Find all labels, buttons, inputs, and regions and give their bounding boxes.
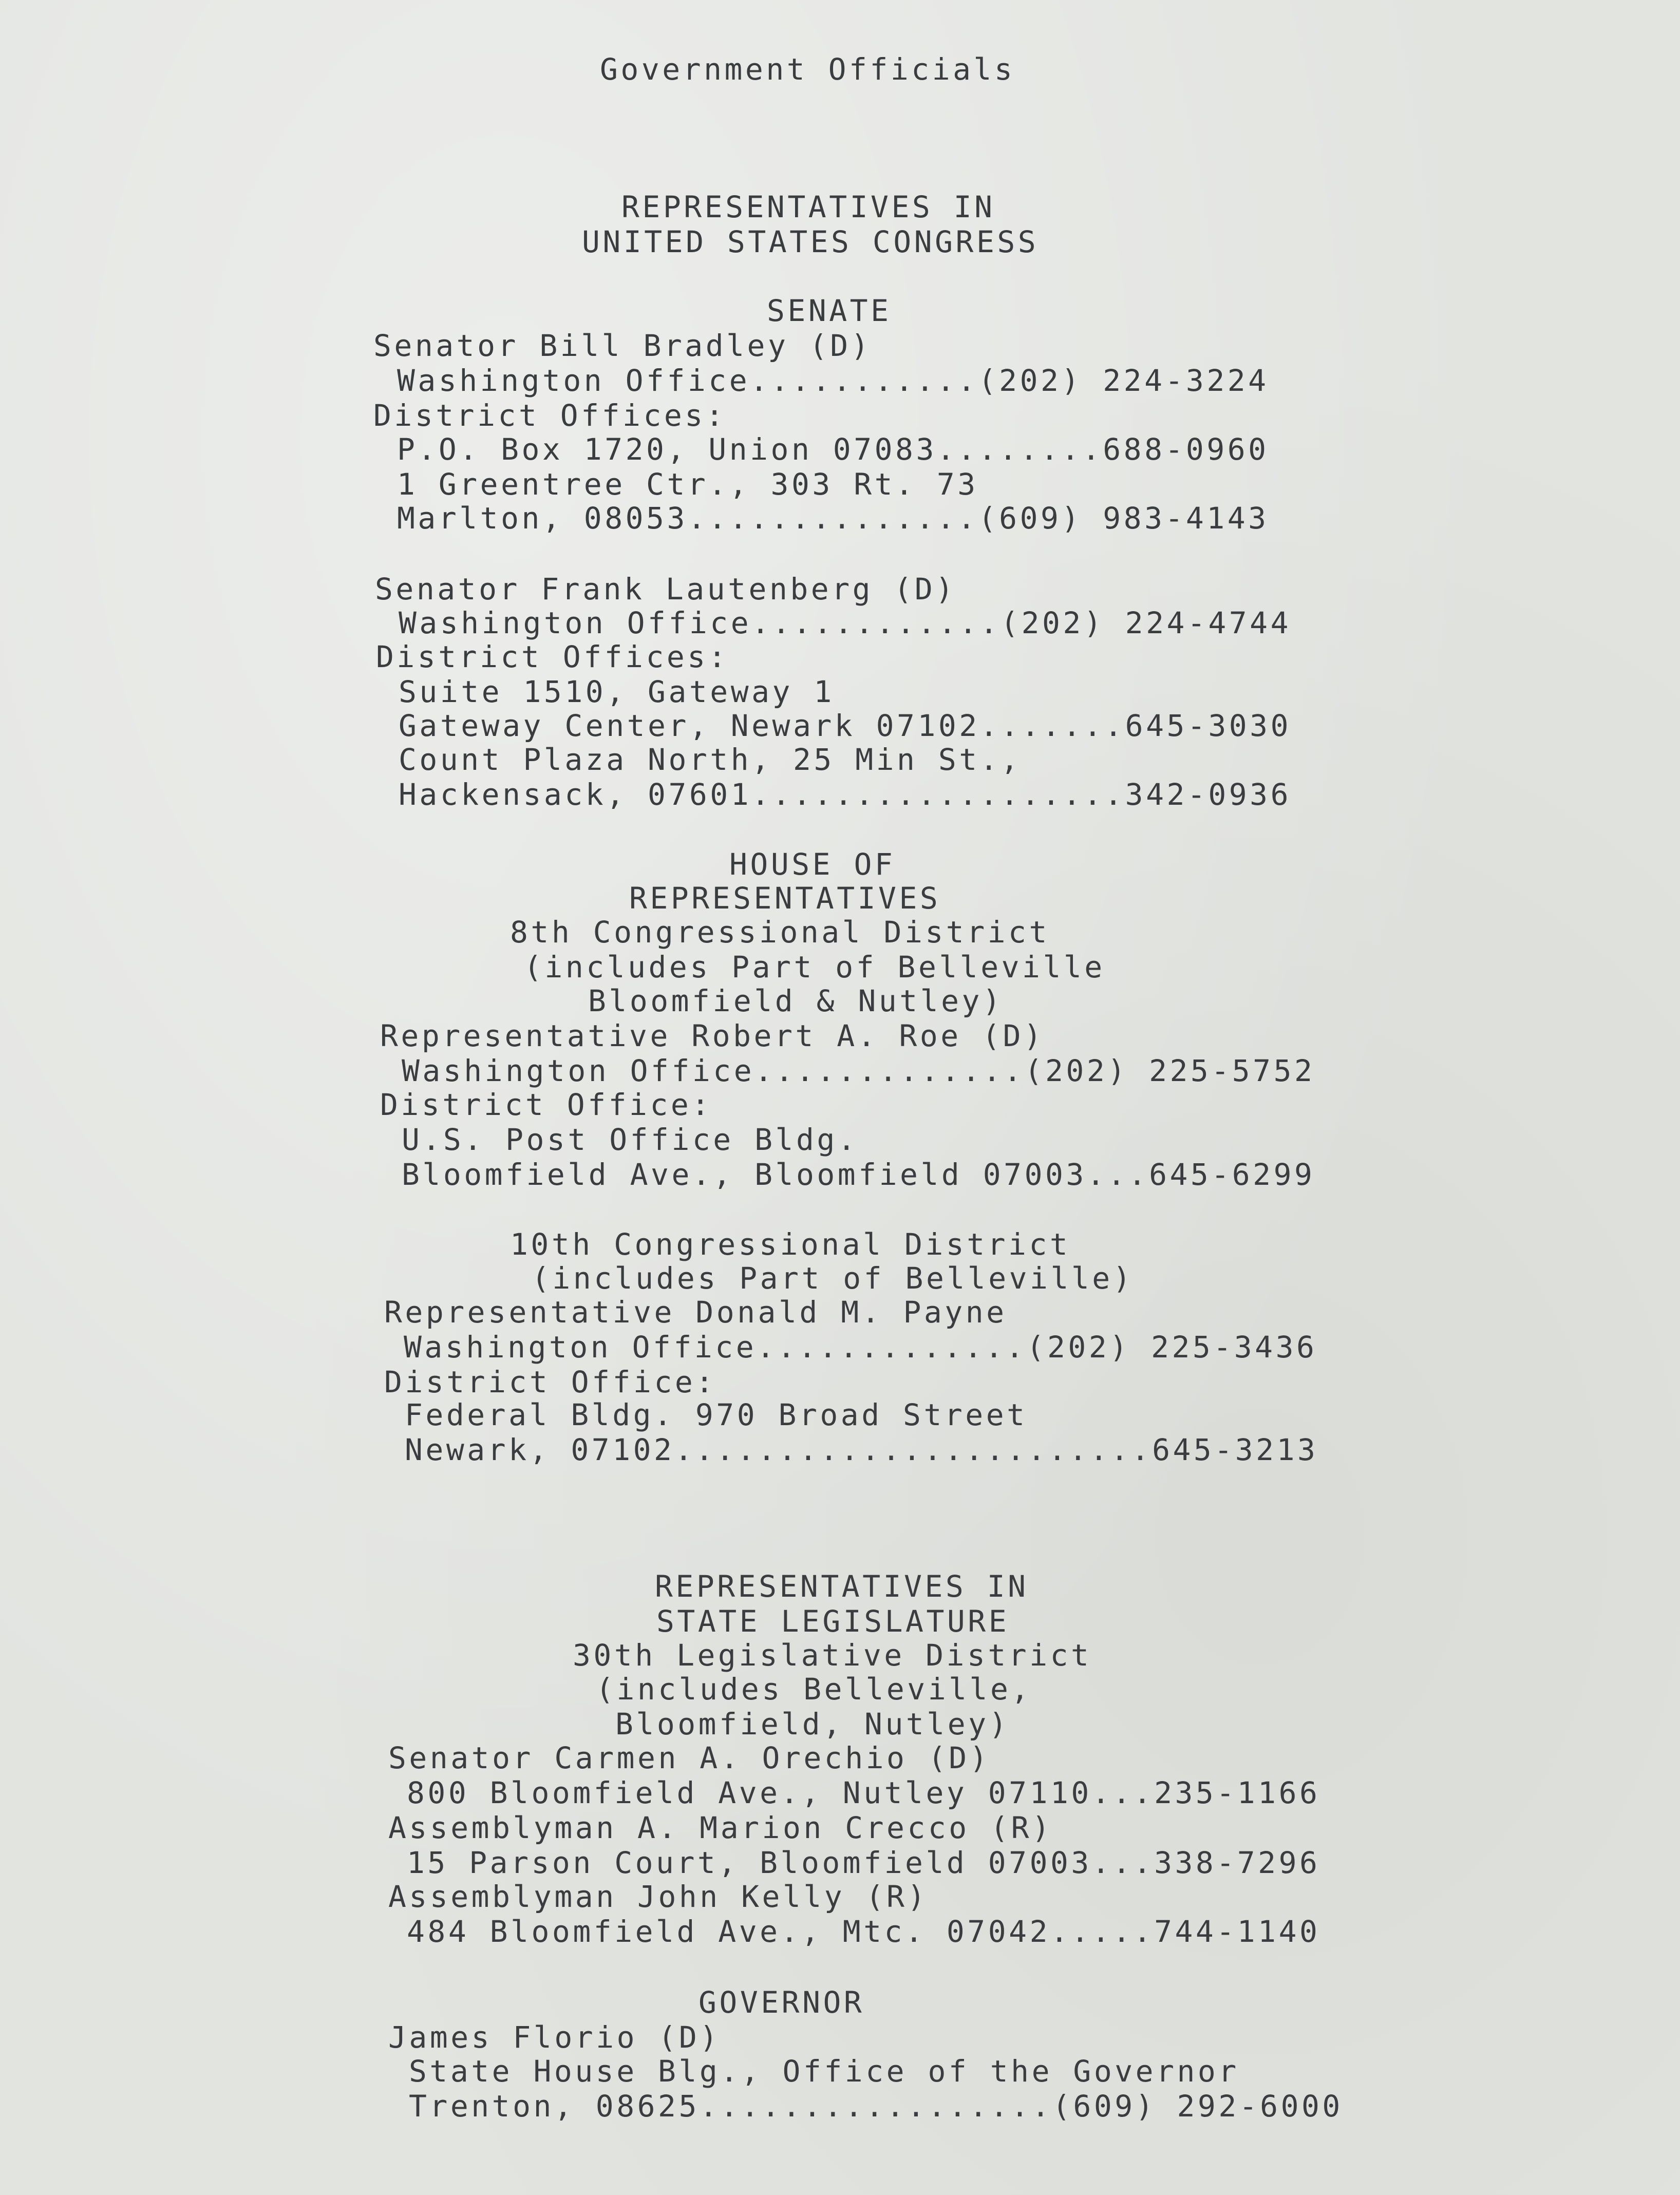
address-line: Suite 1510, Gateway 1 (399, 674, 835, 709)
address-line: P.O. Box 1720, Union 07083........688-0960 (397, 432, 1269, 467)
senator-name: Senator Frank Lautenberg (D) (375, 572, 956, 607)
page-title: Government Officials (600, 52, 1015, 87)
senate-heading: SENATE (767, 293, 892, 328)
governor-name: James Florio (D) (388, 2020, 721, 2055)
house-heading-line1: HOUSE OF (729, 847, 896, 882)
washington-office-line: Washington Office...........(202) 224-3224 (397, 363, 1269, 398)
member-name: Senator Carmen A. Orechio (D) (388, 1740, 991, 1775)
senator-name: Senator Bill Bradley (D) (373, 328, 872, 363)
district-office-label: District Office: (380, 1087, 712, 1122)
member-name: Assemblyman A. Marion Crecco (R) (388, 1810, 1053, 1845)
governor-address-line: State House Blg., Office of the Governor (409, 2054, 1239, 2089)
address-line: Marlton, 08053..............(609) 983-4143 (397, 501, 1269, 536)
address-line: Newark, 07102.......................645-3213 (405, 1432, 1318, 1467)
address-line: Count Plaza North, 25 Min St., (399, 742, 1022, 777)
congress-heading-line2: UNITED STATES CONGRESS (582, 224, 1039, 259)
district-note: (includes Part of Belleville (524, 950, 1105, 985)
district-office-label: District Office: (384, 1365, 716, 1399)
address-line: Gateway Center, Newark 07102.......645-3030 (399, 708, 1292, 743)
governor-heading: GOVERNOR (699, 1985, 865, 2020)
address-line: U.S. Post Office Bldg. (402, 1122, 859, 1157)
district-note: Bloomfield & Nutley) (588, 983, 1004, 1018)
district-note: Bloomfield, Nutley) (615, 1707, 1010, 1742)
representative-name: Representative Robert A. Roe (D) (380, 1018, 1045, 1053)
house-heading-line2: REPRESENTATIVES (629, 881, 941, 916)
member-address-line: 484 Bloomfield Ave., Mtc. 07042.....744-1140 (407, 1914, 1320, 1949)
member-address-line: 15 Parson Court, Bloomfield 07003...338-7296 (407, 1845, 1320, 1880)
address-line: Bloomfield Ave., Bloomfield 07003...645-6299 (402, 1157, 1315, 1192)
representative-name: Representative Donald M. Payne (384, 1295, 1007, 1330)
state-heading-line1: REPRESENTATIVES IN (655, 1569, 1029, 1604)
district-title: 30th Legislative District (573, 1638, 1092, 1673)
address-line: Federal Bldg. 970 Broad Street (405, 1397, 1028, 1432)
district-title: 10th Congressional District (510, 1227, 1071, 1262)
district-offices-label: District Offices: (373, 398, 727, 433)
washington-office-line: Washington Office.............(202) 225-5752 (402, 1053, 1315, 1088)
governor-address-line: Trenton, 08625.................(609) 292-6000 (409, 2089, 1343, 2124)
washington-office-line: Washington Office.............(202) 225-3436 (404, 1330, 1317, 1365)
address-line: 1 Greentree Ctr., 303 Rt. 73 (397, 467, 978, 502)
district-offices-label: District Offices: (376, 639, 729, 674)
district-note: (includes Part of Belleville) (532, 1261, 1134, 1296)
washington-office-line: Washington Office............(202) 224-4744 (399, 605, 1292, 640)
address-line: Hackensack, 07601..................342-0936 (399, 777, 1292, 812)
district-title: 8th Congressional District (510, 915, 1050, 950)
congress-heading-line1: REPRESENTATIVES IN (621, 190, 995, 224)
member-name: Assemblyman John Kelly (R) (388, 1879, 928, 1914)
district-note: (includes Belleville, (596, 1672, 1032, 1707)
member-address-line: 800 Bloomfield Ave., Nutley 07110...235-1166 (407, 1775, 1320, 1810)
state-heading-line2: STATE LEGISLATURE (656, 1604, 1010, 1639)
